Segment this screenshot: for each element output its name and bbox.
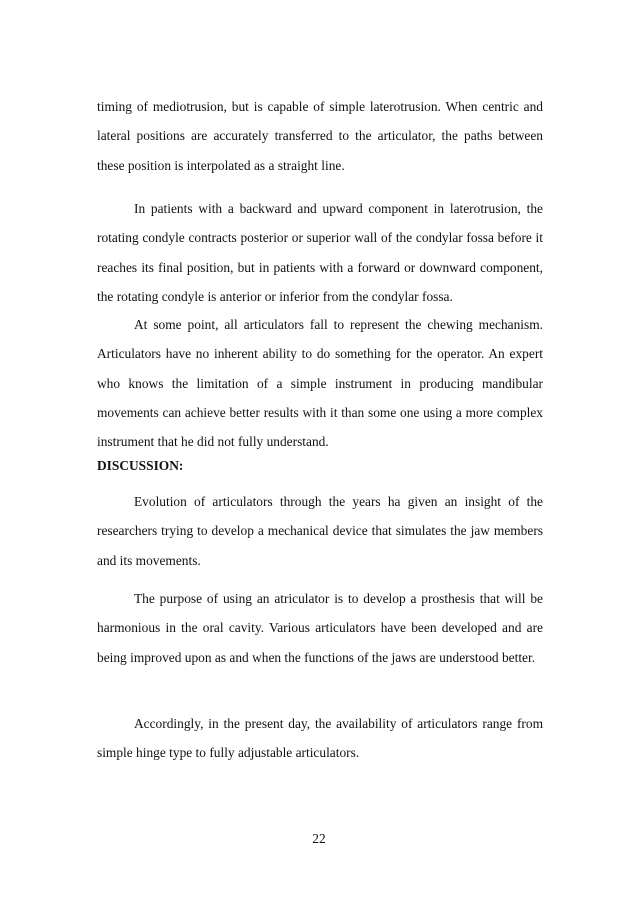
paragraph-laterotrusion: In patients with a backward and upward component in laterotrusion, the rotating condyle contracts posterior or superior wall of the condylar fossa before it reaches its final position, but in patients with a forward or downward component, the rotating condyle is anterior or inferior from the condylar fossa. [97, 201, 543, 304]
section-heading-discussion: DISCUSSION: [97, 458, 184, 473]
paragraph-availability: Accordingly, in the present day, the availability of articulators range from simple hinge type to fully adjustable articulators. [97, 716, 543, 761]
paragraph-evolution: Evolution of articulators through the years ha given an insight of the researchers trying to develop a mechanical device that simulates the jaw members and its movements. [97, 494, 543, 568]
page-number: 22 [312, 831, 326, 846]
paragraph-purpose: The purpose of using an atriculator is to develop a prosthesis that will be harmonious in the oral cavity. Various articulators have been developed and are being improved upon as and when the functions of the jaws are understood better. [97, 591, 543, 665]
paragraph-mediotrusion: timing of mediotrusion, but is capable of simple laterotrusion. When centric and lateral positions are accurately transferred to the articulator, the paths between these position is interpolated as a straight line. [97, 99, 543, 173]
paragraph-articulator-limits: At some point, all articulators fall to represent the chewing mechanism. Articulators have no inherent ability to do something for the operator. An expert who knows the limitation of a simple instrument in producing mandibular movements can achieve better results with it than some one using a more complex instrument that he did not fully understand. [97, 317, 543, 450]
